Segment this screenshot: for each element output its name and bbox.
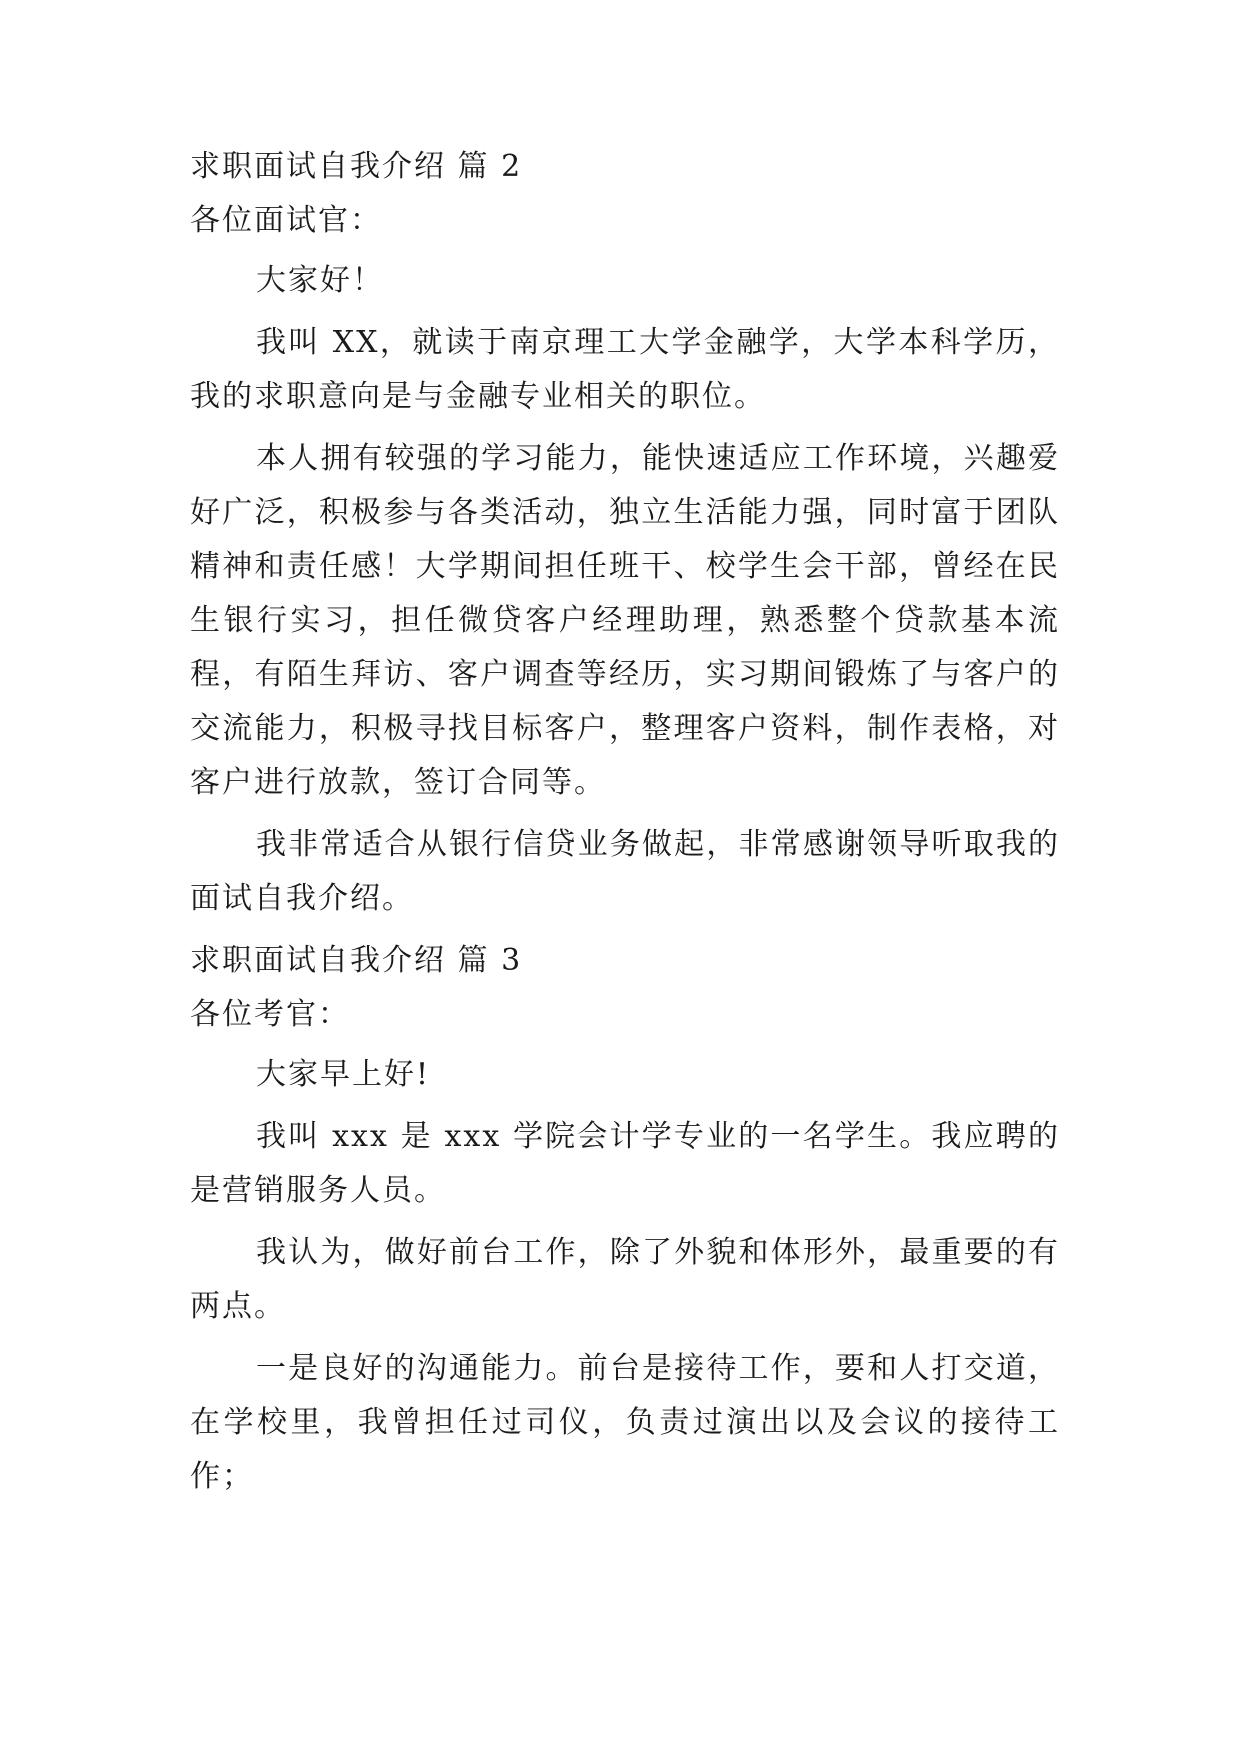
section-2-paragraph: 我叫 XX，就读于南京理工大学金融学，大学本科学历，我的求职意向是与金融专业相关的职位。 [190,325,1060,414]
section-2-paragraph: 我非常适合从银行信贷业务做起，非常感谢领导听取我的面试自我介绍。 [190,827,1060,916]
section-3-salutation: 各位考官： [190,997,350,1032]
section-2-greeting: 大家好！ [256,263,384,298]
document-page [190,140,1060,1512]
section-3-paragraph: 我认为，做好前台工作，除了外貌和体形外，最重要的有两点。 [190,1235,1060,1324]
section-3-title: 求职面试自我介绍 篇 3 [190,943,523,978]
section-3-paragraph: 我叫 xxx 是 xxx 学院会计学专业的一名学生。我应聘的是营销服务人员。 [190,1119,1060,1208]
section-2-title: 求职面试自我介绍 篇 2 [190,149,523,184]
section-3-greeting: 大家早上好! [256,1057,431,1092]
section-2-salutation: 各位面试官： [190,203,382,238]
section-3-paragraph: 一是良好的沟通能力。前台是接待工作，要和人打交道，在学校里，我曾担任过司仪，负责过演出以及会议的接待工作； [190,1351,1060,1494]
section-2-paragraph: 本人拥有较强的学习能力，能快速适应工作环境，兴趣爱好广泛，积极参与各类活动，独立生活能力强，同时富于团队精神和责任感！大学期间担任班干、校学生会干部，曾经在民生银行实习，担任微贷客户经理助理，熟悉整个贷款基本流程，有陌生拜访、客户调查等经历，实习期间锻炼了与客户的交流能力，积极寻找目标客户，整理客户资料，制作表格，对客户进行放款，签订合同等。 [190,441,1060,800]
